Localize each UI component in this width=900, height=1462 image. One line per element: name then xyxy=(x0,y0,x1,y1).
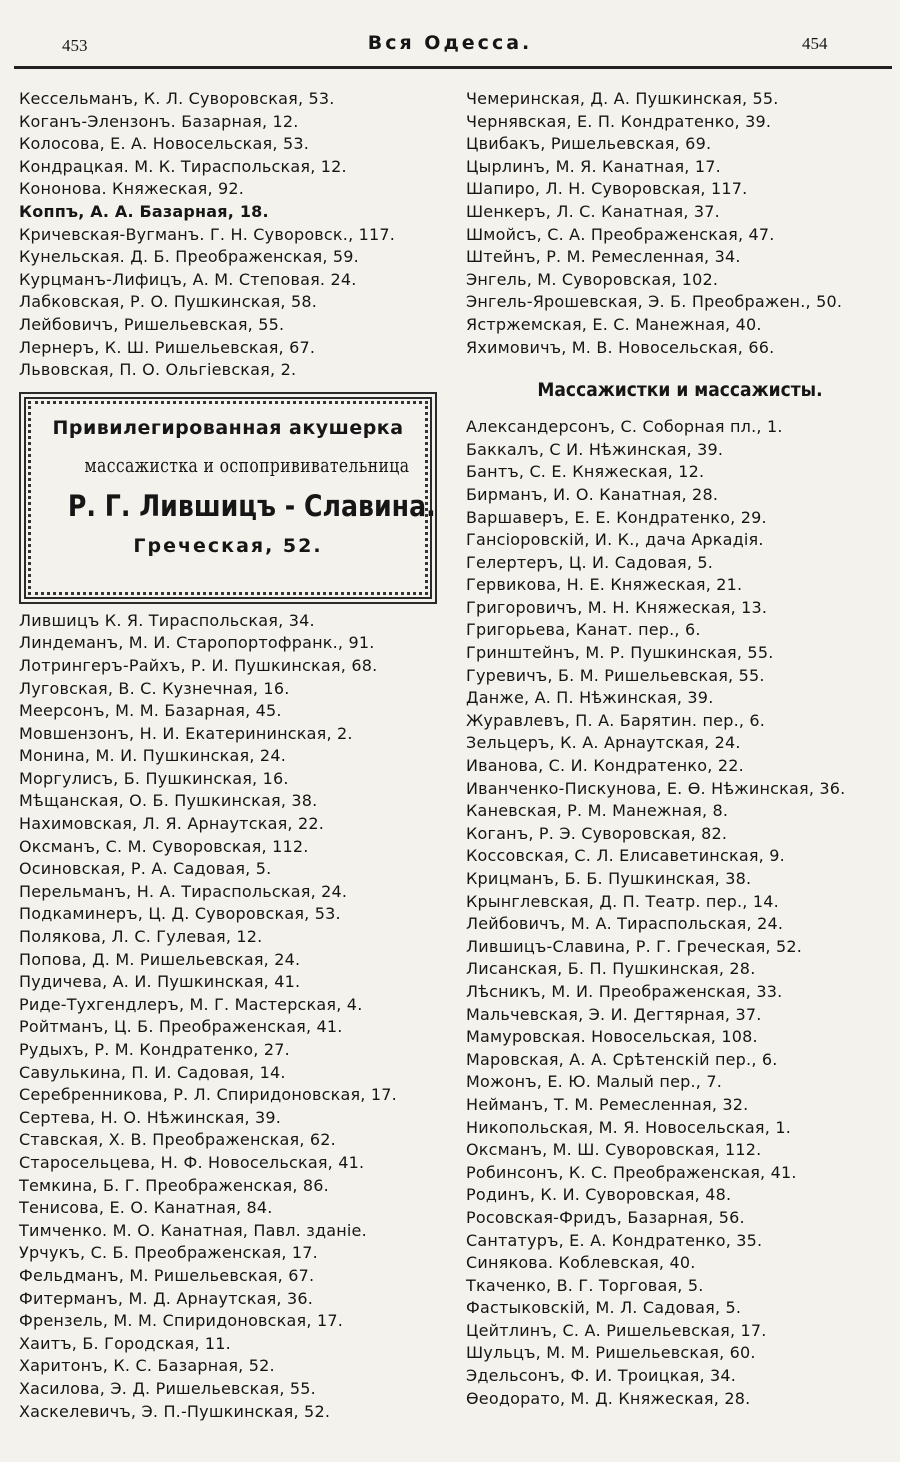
directory-entry: Хаскелевичъ, Э. П.-Пушкинская, 52. xyxy=(19,1401,331,1421)
directory-entry: Бирманъ, И. О. Канатная, 28. xyxy=(466,484,719,504)
directory-entry: Луговская, В. С. Кузнечная, 16. xyxy=(19,678,290,698)
left-entries-top xyxy=(19,88,444,382)
directory-entry: Шапиро, Л. Н. Суворовская, 117. xyxy=(466,179,748,199)
directory-entry: Варшаверъ, Е. Е. Кондратенко, 29. xyxy=(466,507,767,527)
directory-entry: Маровская, А. А. Срѣтенскiй пер., 6. xyxy=(466,1049,778,1069)
directory-entry: Колосова, Е. А. Новосельская, 53. xyxy=(19,134,309,154)
directory-entry: Цвибакъ, Ришельевская, 69. xyxy=(466,134,712,154)
directory-entry: Мамуровская. Новосельская, 108. xyxy=(466,1027,758,1047)
directory-entry: Коганъ, Р. Э. Суворовская, 82. xyxy=(466,823,728,843)
directory-entry: Мовшензонъ, Н. И. Екатерининская, 2. xyxy=(19,723,353,743)
directory-entry: Данже, А. П. Нѣжинская, 39. xyxy=(466,688,714,708)
directory-entry: Сертева, Н. О. Нѣжинская, 39. xyxy=(19,1107,282,1127)
directory-entry: Кононова. Княжеская, 92. xyxy=(19,179,245,199)
left-entries-bottom xyxy=(19,610,444,1423)
directory-entry: Львовская, П. О. Ольгiевская, 2. xyxy=(19,360,297,380)
directory-entry: Курцманъ-Лифицъ, А. М. Степовая. 24. xyxy=(19,269,357,289)
directory-entry: Кунельская. Д. Б. Преображенская, 59. xyxy=(19,247,359,267)
directory-entry: Оксманъ, С. М. Суворовская, 112. xyxy=(19,836,309,856)
directory-entry: Риде-Тухгендлеръ, М. Г. Мастерская, 4. xyxy=(19,994,363,1014)
directory-entry: Хасилова, Э. Д. Ришельевская, 55. xyxy=(19,1378,316,1398)
directory-entry: Крынглевская, Д. П. Театр. пер., 14. xyxy=(466,891,779,911)
right-entries-bottom xyxy=(466,416,894,1410)
directory-entry: Ройтманъ, Ц. Б. Преображенская, 41. xyxy=(19,1017,343,1037)
directory-entry: Полякова, Л. С. Гулевая, 12. xyxy=(19,927,263,947)
directory-entry: Энгель, М. Суворовская, 102. xyxy=(466,269,719,289)
directory-entry: Чернявская, Е. П. Кондратенко, 39. xyxy=(466,111,772,131)
directory-entry: Зельцеръ, К. А. Арнаутская, 24. xyxy=(466,733,741,753)
directory-entry: Росовская-Фридъ, Базарная, 56. xyxy=(466,1207,745,1227)
page-number-right: 454 xyxy=(802,34,828,53)
section-title-masseurs: Массажистки и массажисты. xyxy=(537,379,823,402)
directory-entry: Моргулисъ, Б. Пушкинская, 16. xyxy=(19,768,289,788)
directory-entry: Штейнъ, Р. М. Ремесленная, 34. xyxy=(466,247,741,267)
directory-entry: Нахимовская, Л. Я. Арнаутская, 22. xyxy=(19,814,325,834)
advert-profession: массажистка и оспопрививательница xyxy=(84,452,410,477)
directory-entry: Гелертеръ, Ц. И. Садовая, 5. xyxy=(466,552,714,572)
directory-entry: Шенкеръ, Л. С. Канатная, 37. xyxy=(466,201,720,221)
directory-entry: Григорьева, Канат. пер., 6. xyxy=(466,620,701,640)
directory-entry: Шмойсъ, С. А. Преображенская, 47. xyxy=(466,224,775,244)
directory-entry: Фельдманъ, М. Ришельевская, 67. xyxy=(19,1265,315,1285)
directory-entry: Яхимовичъ, М. В. Новосельская, 66. xyxy=(466,337,775,357)
directory-entry: Пудичева, А. И. Пушкинская, 41. xyxy=(19,972,301,992)
directory-entry: Лабковская, Р. О. Пушкинская, 58. xyxy=(19,292,318,312)
directory-entry: Иванова, С. И. Кондратенко, 22. xyxy=(466,756,744,776)
directory-entry: Лейбовичъ, М. А. Тираспольская, 24. xyxy=(466,914,784,934)
directory-entry: Френзель, М. М. Спиридоновская, 17. xyxy=(19,1311,343,1331)
directory-entry: Лѣсникъ, М. И. Преображенская, 33. xyxy=(466,981,783,1001)
directory-entry: Коганъ-Элензонъ. Базарная, 12. xyxy=(19,111,299,131)
directory-entry: Родинъ, К. И. Суворовская, 48. xyxy=(466,1185,732,1205)
header-rule xyxy=(14,66,892,69)
running-title: Вся Одесса. xyxy=(367,32,533,54)
directory-entry: Коппъ, А. А. Базарная, 18. xyxy=(19,201,269,221)
directory-entry: Сантатуръ, Е. А. Кондратенко, 35. xyxy=(466,1230,763,1250)
directory-entry: Линдеманъ, М. И. Старопортофранк., 91. xyxy=(19,633,375,653)
directory-entry: Серебренникова, Р. Л. Спиридоновская, 17. xyxy=(19,1085,397,1105)
directory-entry: Гервикова, Н. Е. Княжеская, 21. xyxy=(466,575,743,595)
directory-entry: Рудыхъ, Р. М. Кондратенко, 27. xyxy=(19,1040,290,1059)
directory-entry: Лившицъ-Славина, Р. Г. Греческая, 52. xyxy=(466,936,803,956)
directory-entry: Кессельманъ, К. Л. Суворовская, 53. xyxy=(19,89,335,108)
directory-entry: Каневская, Р. М. Манежная, 8. xyxy=(466,801,729,821)
directory-entry: Лотрингеръ-Райхъ, Р. И. Пушкинская, 68. xyxy=(19,655,378,675)
directory-entry: Харитонъ, К. С. Базарная, 52. xyxy=(19,1356,275,1376)
directory-entry: Бантъ, С. Е. Княжеская, 12. xyxy=(466,462,705,482)
directory-entry: Александерсонъ, С. Соборная пл., 1. xyxy=(466,417,783,437)
advert-address: Греческая, 52. xyxy=(133,534,323,557)
directory-entry: Хаитъ, Б. Городская, 11. xyxy=(19,1333,231,1353)
directory-entry: Оксманъ, М. Ш. Суворовская, 112. xyxy=(466,1140,762,1160)
right-entries-top xyxy=(466,88,894,359)
directory-entry: Лившицъ К. Я. Тираспольская, 34. xyxy=(19,610,315,630)
directory-entry: Цырлинъ, М. Я. Канатная, 17. xyxy=(466,156,721,176)
page-number-left: 453 xyxy=(62,36,88,55)
directory-entry: Синякова. Коблевская, 40. xyxy=(466,1253,696,1273)
advertisement-content xyxy=(44,413,436,587)
left-column xyxy=(19,88,444,1423)
advert-name: Р. Г. Лившицъ - Славина. xyxy=(67,488,436,523)
page-header xyxy=(0,30,900,66)
directory-entry: Робинсонъ, К. С. Преображенская, 41. xyxy=(466,1162,797,1182)
directory-entry: Попова, Д. М. Ришельевская, 24. xyxy=(19,949,301,969)
directory-entry: Крицманъ, Б. Б. Пушкинская, 38. xyxy=(466,869,752,888)
directory-entry: Урчукъ, С. Б. Преображенская, 17. xyxy=(19,1243,318,1263)
directory-entry: Старосельцева, Н. Ф. Новосельская, 41. xyxy=(19,1152,365,1172)
directory-entry: Тенисова, Е. О. Канатная, 84. xyxy=(19,1198,273,1218)
directory-entry: Кричевская-Вугманъ. Г. Н. Суворовск., 117. xyxy=(19,224,396,244)
directory-entry: Журавлевъ, П. А. Барятин. пер., 6. xyxy=(466,710,766,730)
directory-entry: Савулькина, П. И. Садовая, 14. xyxy=(19,1062,286,1082)
right-column xyxy=(466,88,894,1410)
directory-entry: Можонъ, Е. Ю. Малый пер., 7. xyxy=(466,1072,722,1092)
directory-entry: Тимченко. М. О. Канатная, Павл. зданiе. xyxy=(19,1220,367,1240)
directory-entry: Кондрацкая. М. К. Тираспольская, 12. xyxy=(19,156,347,176)
directory-entry: Эдельсонъ, Ф. И. Троицкая, 34. xyxy=(466,1366,737,1386)
directory-entry: Меерсонъ, М. М. Базарная, 45. xyxy=(19,701,282,721)
directory-entry: Нейманъ, Т. М. Ремесленная, 32. xyxy=(466,1094,749,1114)
directory-entry: Чемеринская, Д. А. Пушкинская, 55. xyxy=(466,89,779,108)
directory-entry: Ставская, Х. В. Преображенская, 62. xyxy=(19,1130,336,1150)
directory-entry: Гуревичъ, Б. М. Ришельевская, 55. xyxy=(466,665,765,685)
directory-entry: Фастыковскiй, М. Л. Садовая, 5. xyxy=(466,1298,742,1318)
directory-entry: Гринштейнъ, М. Р. Пушкинская, 55. xyxy=(466,643,774,663)
directory-entry: Ткаченко, В. Г. Торговая, 5. xyxy=(466,1275,704,1295)
directory-entry: Гансiоровскiй, И. К., дача Аркадiя. xyxy=(466,530,764,550)
directory-entry: Григоровичъ, М. Н. Княжеская, 13. xyxy=(466,597,768,617)
directory-entry: Монина, М. И. Пушкинская, 24. xyxy=(19,746,286,766)
advert-heading: Привилегированная акушерка xyxy=(52,416,404,439)
directory-entry: Шульцъ, М. М. Ришельевская, 60. xyxy=(466,1343,756,1363)
directory-entry: Никопольская, М. Я. Новосельская, 1. xyxy=(466,1117,791,1137)
directory-entry: Ястржемская, Е. С. Манежная, 40. xyxy=(466,314,762,334)
directory-entry: Темкина, Б. Г. Преображенская, 86. xyxy=(19,1175,329,1195)
directory-entry: Иванченко-Пискунова, Е. Ѳ. Нѣжинская, 36. xyxy=(466,778,846,798)
directory-entry: Фитерманъ, М. Д. Арнаутская, 36. xyxy=(19,1288,314,1308)
directory-entry: Энгель-Ярошевская, Э. Б. Преображен., 50. xyxy=(466,292,843,312)
advertisement-box xyxy=(19,392,437,604)
directory-entry: Перельманъ, Н. А. Тираспольская, 24. xyxy=(19,881,348,901)
directory-entry: Мальчевская, Э. И. Дегтярная, 37. xyxy=(466,1004,762,1024)
directory-entry: Лернеръ, К. Ш. Ришельевская, 67. xyxy=(19,337,316,357)
directory-entry: Лисанская, Б. П. Пушкинская, 28. xyxy=(466,959,756,979)
directory-entry: Мѣщанская, О. Б. Пушкинская, 38. xyxy=(19,791,318,811)
directory-entry: Подкаминеръ, Ц. Д. Суворовская, 53. xyxy=(19,904,341,924)
directory-entry: Лейбовичъ, Ришельевская, 55. xyxy=(19,314,285,334)
directory-entry: Баккалъ, С И. Нѣжинская, 39. xyxy=(466,439,724,459)
directory-entry: Коссовская, С. Л. Елисаветинская, 9. xyxy=(466,846,785,866)
directory-entry: Осиновская, Р. А. Садовая, 5. xyxy=(19,859,272,879)
directory-entry: Цейтлинъ, С. А. Ришельевская, 17. xyxy=(466,1320,767,1340)
directory-entry: Ѳеодорато, М. Д. Княжеская, 28. xyxy=(466,1388,751,1408)
